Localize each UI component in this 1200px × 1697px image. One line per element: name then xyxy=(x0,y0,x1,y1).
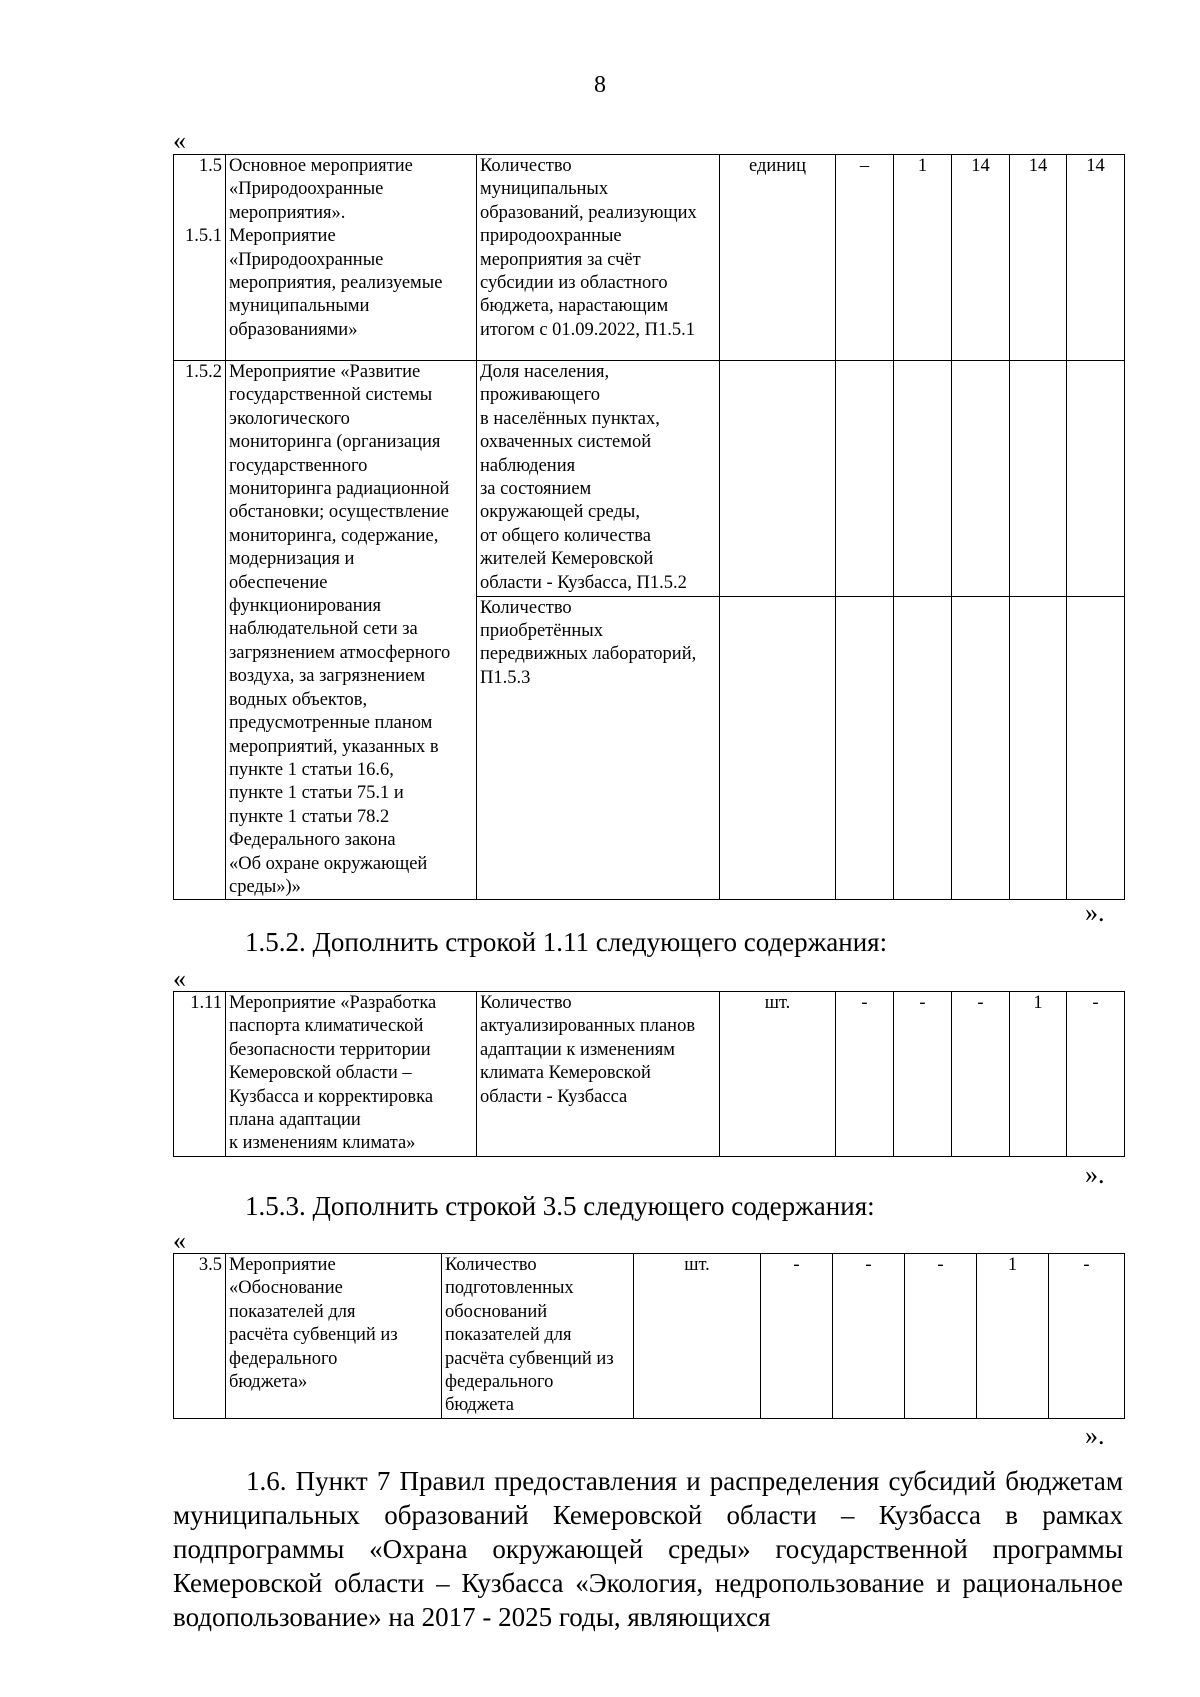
value-cell: - xyxy=(833,1254,905,1419)
unit-cell: единиц xyxy=(720,155,836,361)
open-quote: « xyxy=(173,126,186,155)
open-quote: « xyxy=(173,964,186,993)
value-cell: - xyxy=(905,1254,977,1419)
event-cell: Мероприятие «Обоснование показателей для расчёта субвенций из федерального бюджета» xyxy=(226,1254,442,1419)
row-number: 3.5 xyxy=(174,1254,226,1419)
indicator-cell: Количество приобретённых передвижных лабораторий, П1.5.3 xyxy=(477,596,720,900)
body-paragraph: 1.6. Пункт 7 Правил предоставления и распределения субсидий бюджетам муниципальных образований Кемеровской области – Кузбасса в рамках подпрограммы «Охрана окружающей среды» государственной программы Кемеровской области – Кузбасса «Экология, недропользование и рациональное водопользование» на 2017 - 2025 годы, являющихся xyxy=(173,1466,1123,1632)
indicator-cell: Количество актуализированных планов адаптации к изменениям климата Кемеровской области - Кузбасса xyxy=(477,992,720,1157)
value-cell xyxy=(894,361,952,597)
value-cell: 1 xyxy=(894,155,952,361)
table-row xyxy=(174,155,1125,361)
event-cell: Мероприятие «Разработка паспорта климатической безопасности территории Кемеровской области – Кузбасса и корректировка плана адаптации к изменениям климата» xyxy=(226,992,477,1157)
close-quote: ». xyxy=(1085,898,1105,927)
table-row-3-5 xyxy=(173,1253,1125,1419)
unit-cell: шт. xyxy=(634,1254,761,1419)
unit-cell: шт. xyxy=(720,992,836,1157)
table-row xyxy=(174,361,1125,597)
indicator-cell: Количество подготовленных обоснований показателей для расчёта субвенций из федерального бюджета xyxy=(442,1254,634,1419)
row-number: 1.5.2 xyxy=(174,361,226,900)
value-cell: 14 xyxy=(1010,155,1067,361)
value-cell: 1 xyxy=(1010,992,1067,1157)
value-cell: - xyxy=(952,992,1010,1157)
indicator-cell: Количество муниципальных образований, реализующих природоохранные мероприятия за счёт субсидии из областного бюджета, нарастающим итогом с 01.09.2022, П1.5.1 xyxy=(477,155,720,361)
page-number: 8 xyxy=(594,72,606,98)
value-cell: - xyxy=(1067,992,1125,1157)
event-cell: Основное мероприятие «Природоохранные мероприятия». Мероприятие «Природоохранные мероприятия, реализуемые муниципальными образованиями» xyxy=(226,155,477,361)
table-row-1-11 xyxy=(173,991,1125,1157)
row-number: 1.5 1.5.1 xyxy=(174,155,226,361)
row-number: 1.11 xyxy=(174,992,226,1157)
value-cell xyxy=(836,596,894,900)
value-cell xyxy=(952,361,1010,597)
close-quote: ». xyxy=(1085,1160,1105,1189)
value-cell xyxy=(1067,596,1125,900)
close-quote: ». xyxy=(1085,1421,1105,1450)
value-cell: 14 xyxy=(1067,155,1125,361)
table-subprogram-events xyxy=(173,154,1125,900)
unit-cell xyxy=(720,596,836,900)
value-cell xyxy=(1010,361,1067,597)
section-heading: 1.5.2. Дополнить строкой 1.11 следующего содержания: xyxy=(245,927,888,957)
value-cell: – xyxy=(836,155,894,361)
value-cell: - xyxy=(1049,1254,1125,1419)
event-cell: Мероприятие «Развитие государственной системы экологического мониторинга (организация государственного мониторинга радиационной обстановки; осуществление мониторинга, содержание, модернизация и обеспечение функционирования наблюдательной сети за загрязнением атмосферного воздуха, за загрязнением водных объектов, предусмотренные планом мероприятий, указанных в пункте 1 статьи 16.6, пункте 1 статьи 75.1 и пункте 1 статьи 78.2 Федерального закона «Об охране окружающей среды»)» xyxy=(226,361,477,900)
value-cell: - xyxy=(836,992,894,1157)
value-cell xyxy=(894,596,952,900)
open-quote: « xyxy=(173,1226,186,1255)
value-cell xyxy=(836,361,894,597)
value-cell xyxy=(1010,596,1067,900)
value-cell: 1 xyxy=(977,1254,1049,1419)
indicator-cell: Доля населения, проживающего в населённых пунктах, охваченных системой наблюдения за состоянием окружающей среды, от общего количества жителей Кемеровской области - Кузбасса, П1.5.2 xyxy=(477,361,720,597)
value-cell: - xyxy=(894,992,952,1157)
value-cell: - xyxy=(761,1254,833,1419)
section-heading: 1.5.3. Дополнить строкой 3.5 следующего содержания: xyxy=(245,1191,875,1221)
value-cell xyxy=(952,596,1010,900)
value-cell: 14 xyxy=(952,155,1010,361)
value-cell xyxy=(1067,361,1125,597)
unit-cell xyxy=(720,361,836,597)
table-row xyxy=(174,1254,1125,1419)
table-row xyxy=(174,992,1125,1157)
